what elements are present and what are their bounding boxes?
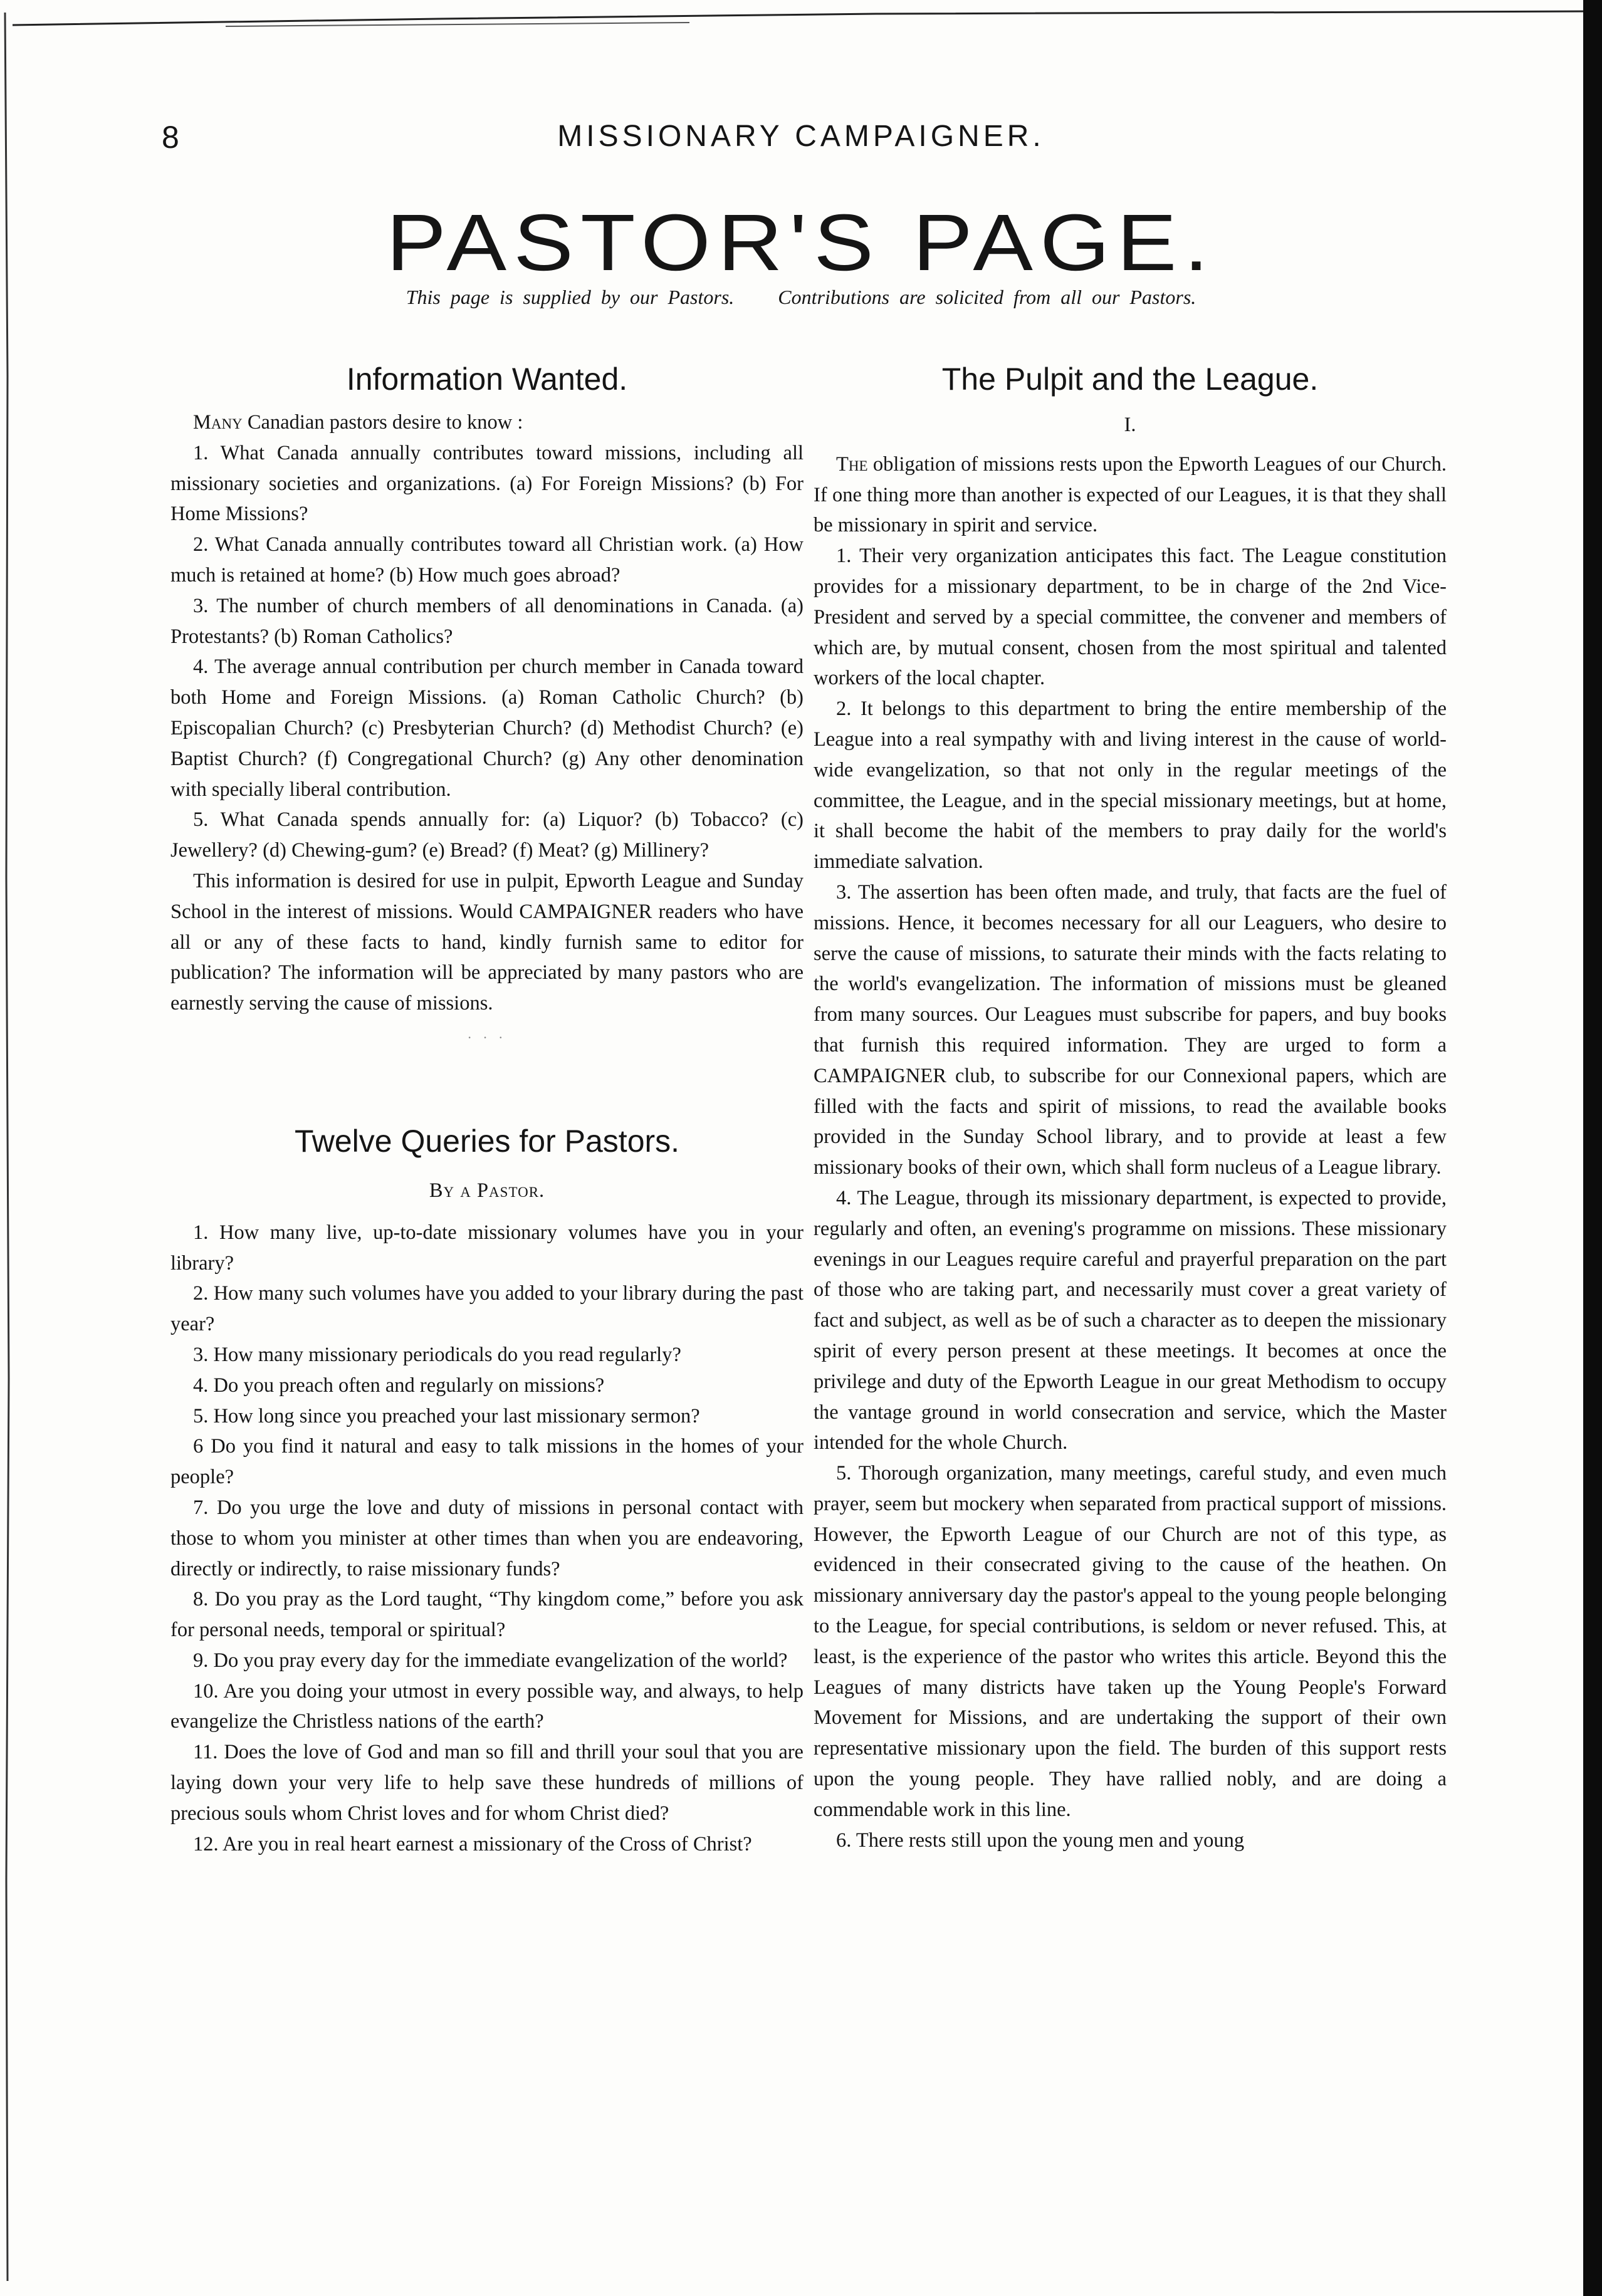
league-paragraph: 4. The League, through its missionary department, is expected to provide, regularly and often, an evening's programme on missions. These missionary evenings in our Leagues require careful and prayerful preparation on the part of those who are taking part, and necessarily must cover a great variety of fact and subject, as well as be of such a character as to deepen the missionary spirit of every person present at these meetings. It becomes at once the privilege and duty of the Epworth League in our great Methodism to occupy the vantage ground in world consecration and service, which the Master intended for the whole Church.	[814, 1186, 1447, 1454]
subtitle-left: This page is supplied by our Pastors.	[406, 286, 735, 308]
info-item: 1. What Canada annually contributes toward missions, including all missionary societies and organizations. (a) For Foreign Missions? (b) For Home Missions?	[170, 441, 804, 526]
info-item: 3. The number of church members of all denominations in Canada. (a) Protestants? (b) Roman Catholics?	[170, 594, 804, 648]
info-intro-smallcaps: Many	[193, 411, 243, 434]
query-item: 12. Are you in real heart earnest a missionary of the Cross of Christ?	[193, 1832, 752, 1855]
page-title: PASTOR'S PAGE.	[386, 198, 1216, 288]
query-item: 7. Do you urge the love and duty of missions in personal contact with those to whom you minister at other times than when you are endeavoring, directly or indirectly, to raise missionary funds?	[170, 1496, 804, 1580]
query-item: 10. Are you doing your utmost in every possible way, and always, to help evangelize the Christless nations of the earth?	[170, 1679, 804, 1733]
query-item: 8. Do you pray as the Lord taught, “Thy kingdom come,” before you ask for personal needs, temporal or spiritual?	[170, 1588, 804, 1642]
league-paragraph: 5. Thorough organization, many meetings, careful study, and even much prayer, seem but mockery when separated from practical support of missions. However, the Epworth League of our Church are not of this type, as evidenced in their consecrated giving to the cause of the heathen. On missionary anniversary day the pastor's appeal to the young people belonging to the League, for special contributions, is seldom or never refused. This, at least, is the experience of the pastor who writes this article. Beyond this the Leagues of many districts have taken up the Young People's Forward Movement for Missions, and are undertaking the support of their own representative missionary upon the field. The burden of this support rests upon the young people. They have rallied nobly, and are doing a commendable work in this line.	[814, 1462, 1447, 1821]
queries-byline: By a Pastor.	[429, 1179, 545, 1202]
page-number: 8	[162, 120, 181, 155]
info-item: 4. The average annual contribution per church member in Canada toward both Home and Foreign Missions. (a) Roman Catholic Church? (b) Episcopalian Church? (c) Presbyterian Church? (d) Methodist Church? (e) Baptist Church? (f) Congregational Church? (g) Any other denomination with specially liberal contribution.	[170, 655, 804, 801]
right-binding-edge	[1583, 0, 1602, 2296]
info-intro-text: Canadian pastors desire to know :	[242, 411, 523, 434]
page-subtitle	[0, 286, 1602, 309]
query-item: 2. How many such volumes have you added to your library during the past year?	[170, 1282, 804, 1336]
query-item: 4. Do you preach often and regularly on missions?	[193, 1374, 605, 1397]
league-intro	[814, 449, 1447, 541]
query-item: 9. Do you pray every day for the immediate evangelization of the world?	[193, 1649, 788, 1672]
query-item: 1. How many live, up-to-date missionary volumes have you in your library?	[170, 1221, 804, 1275]
heading-information-wanted: Information Wanted.	[346, 362, 628, 397]
section-divider: · · ·	[467, 1029, 507, 1045]
left-border-rule	[0, 0, 25, 2296]
query-item: 6 Do you find it natural and easy to talk missions in the homes of your people?	[170, 1435, 804, 1489]
league-paragraph: 3. The assertion has been often made, and truly, that facts are the fuel of missions. Hence, it becomes necessary for all our Leaguers, who desire to serve the cause of missions, to saturate their minds with the facts relating to the world's evangelization. The information of missions must be gleaned from many sources. Our Leagues must subscribe for papers, and buy books that furnish this required information. They are urged to form a CAMPAIGNER club, to subscribe for our Connexional papers, which are filled with the facts and spirit of missions, to read the available books provided in the Sunday School library, and to provide at least a few missionary books of their own, which shall form nucleus of a League library.	[814, 880, 1447, 1179]
league-paragraph: 2. It belongs to this department to bring the entire membership of the League into a real sympathy with and living interest in the cause of world-wide evangelization, so that not only in the regular meetings of the committee, the League, and in the special missionary meetings, but at home, it shall become the habit of the members to pray daily for the world's immediate salvation.	[814, 697, 1447, 874]
info-item: 5. What Canada spends annually for: (a) Liquor? (b) Tobacco? (c) Jewellery? (d) Chewing-gum? (e) Bread? (f) Meat? (g) Millinery?	[170, 808, 804, 862]
query-item: 3. How many missionary periodicals do you read regularly?	[193, 1343, 681, 1366]
right-column	[814, 351, 1447, 1855]
running-title: MISSIONARY CAMPAIGNER.	[557, 120, 1045, 153]
heading-twelve-queries: Twelve Queries for Pastors.	[294, 1123, 680, 1159]
query-item: 5. How long since you preached your last missionary sermon?	[193, 1404, 700, 1427]
query-item: 11. Does the love of God and man so fill and thrill your soul that you are laying down your very life to help save these hundreds of millions of precious souls whom Christ loves and for whom Christ died?	[170, 1741, 804, 1825]
league-intro-text: obligation of missions rests upon the Epworth Leagues of our Church. If one thing more than another is expected of our Leagues, it is that they shall be missionary in spirit and service.	[814, 452, 1447, 537]
left-column	[170, 351, 804, 1859]
league-paragraph: 6. There rests still upon the young men and young	[836, 1829, 1245, 1852]
info-item: 2. What Canada annually contributes toward all Christian work. (a) How much is retained at home? (b) How much goes abroad?	[170, 533, 804, 587]
top-border-rule	[0, 0, 1602, 54]
heading-pulpit-and-league: The Pulpit and the League.	[941, 362, 1319, 397]
section-number: I.	[1124, 414, 1136, 436]
running-head	[0, 119, 1602, 169]
info-intro	[170, 407, 804, 438]
league-paragraph: 1. Their very organization anticipates this fact. The League constitution provides for a missionary department, to be in charge of the 2nd Vice-President and served by a special committee, the convener and members of which are, by mutual consent, chosen from the most spiritual and talented workers of the local chapter.	[814, 545, 1447, 690]
subtitle-right: Contributions are solicited from all our Pastors.	[778, 286, 1196, 308]
info-closing: This information is desired for use in pulpit, Epworth League and Sunday School in the interest of missions. Would CAMPAIGNER readers who have all or any of these facts to hand, kindly furnish same to editor for publication? The information will be appreciated by many pastors who are earnestly serving the cause of missions.	[170, 869, 804, 1015]
league-intro-smallcaps: The	[836, 452, 868, 476]
